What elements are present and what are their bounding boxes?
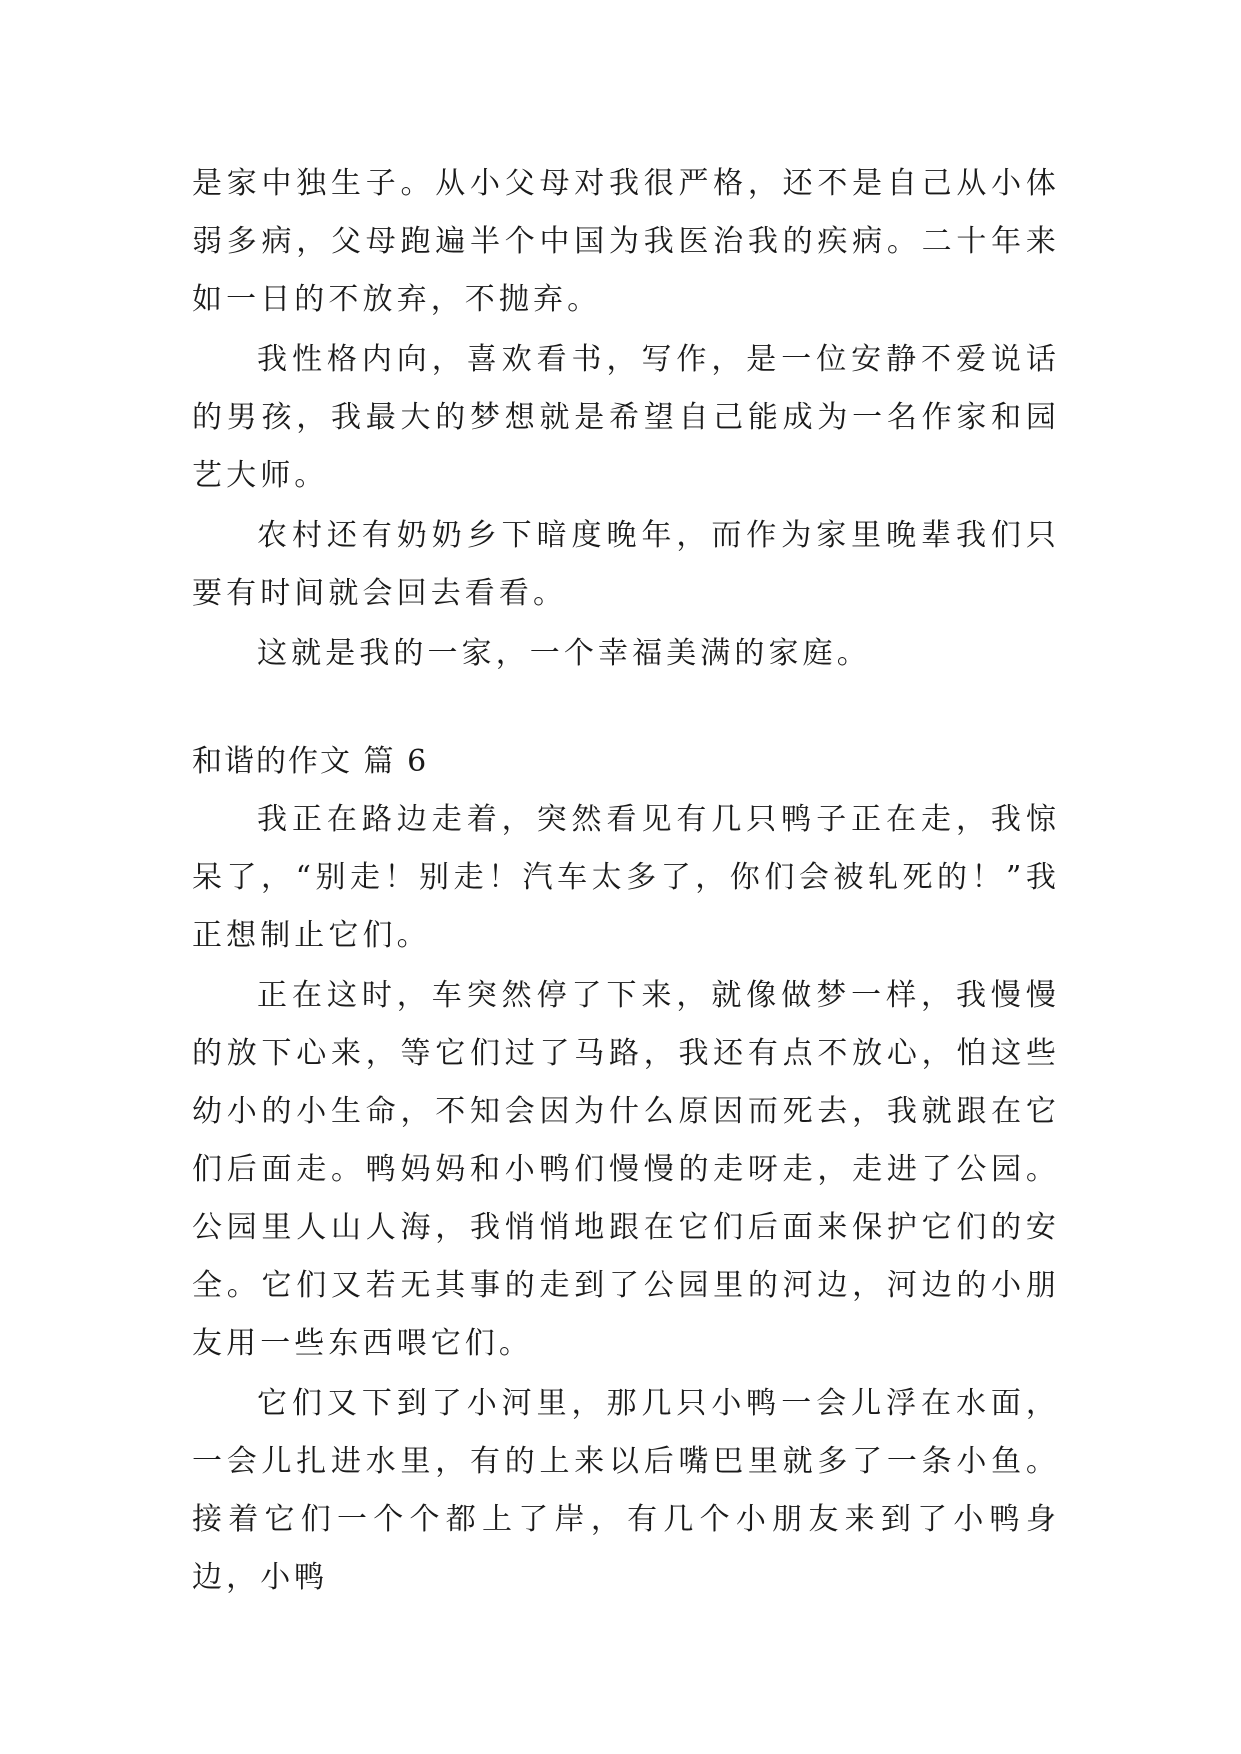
paragraph-following-ducks: 正在这时，车突然停了下来，就像做梦一样，我慢慢的放下心来，等它们过了马路，我还有点不放心，怕这些幼小的小生命，不知会因为什么原因而死去，我就跟在它们后面走。鸭妈妈和小鸭们慢慢的走呀走，走进了公园。公园里人山人海，我悄悄地跟在它们后面来保护它们的安全。它们又若无其事的走到了公园里的河边，河边的小朋友用一些东西喂它们。 (192, 978, 1060, 1361)
paragraph-ducks-river: 它们又下到了小河里，那几只小鸭一会儿浮在水面，一会儿扎进水里，有的上来以后嘴巴里就多了一条小鱼。接着它们一个个都上了岸，有几个小朋友来到了小鸭身边，小鸭 (192, 1386, 1060, 1595)
paragraph-happy-family: 这就是我的一家，一个幸福美满的家庭。 (257, 636, 871, 671)
section-heading: 和谐的作文 篇 6 (192, 744, 429, 779)
document-body (192, 155, 1060, 1607)
paragraph-family-health: 是家中独生子。从小父母对我很严格，还不是自己从小体弱多病，父母跑遍半个中国为我医治我的疾病。二十年来如一日的不放弃，不抛弃。 (192, 166, 1060, 317)
paragraph-ducks-crossing: 我正在路边走着，突然看见有几只鸭子正在走，我惊呆了，“别走！别走！汽车太多了，你们会被轧死的！”我正想制止它们。 (192, 802, 1060, 953)
paragraph-personality: 我性格内向，喜欢看书，写作，是一位安静不爱说话的男孩，我最大的梦想就是希望自己能成为一名作家和园艺大师。 (192, 342, 1060, 493)
paragraph-grandmother: 农村还有奶奶乡下暗度晚年，而作为家里晚辈我们只要有时间就会回去看看。 (192, 518, 1060, 611)
